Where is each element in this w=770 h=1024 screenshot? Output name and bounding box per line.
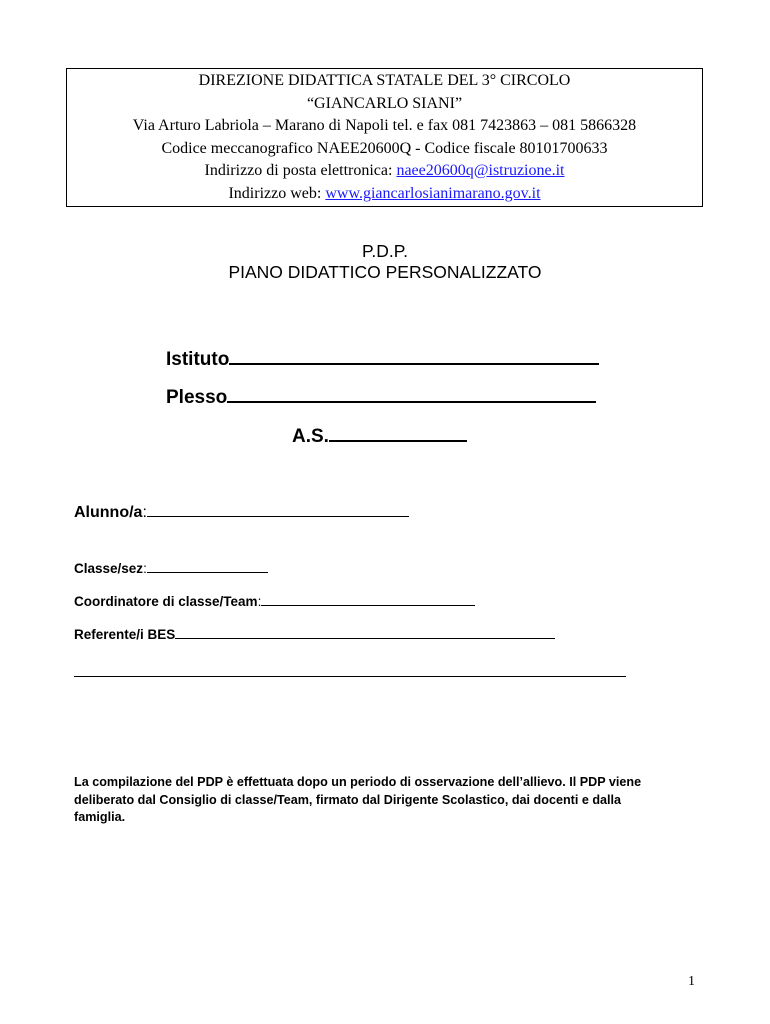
alunno-label: Alunno/a	[74, 504, 143, 521]
plesso-label: Plesso	[166, 387, 228, 408]
alunno-separator: :	[142, 504, 147, 521]
header-line-school-name: “GIANCARLO SIANI”	[306, 94, 463, 112]
web-label: Indirizzo web:	[228, 184, 326, 202]
header-line-email	[67, 160, 702, 183]
header-line-codes: Codice meccanografico NAEE20600Q - Codice fiscale 80101700633	[161, 139, 608, 157]
header-line-web	[67, 183, 702, 206]
coordinatore-input-line[interactable]	[261, 593, 475, 606]
classe-input-line[interactable]	[147, 560, 268, 573]
header-line-address: Via Arturo Labriola – Marano di Napoli tel. e fax 081 7423863 – 081 5866328	[132, 117, 637, 134]
alunno-input-line[interactable]	[147, 502, 409, 517]
referente-label: Referente/i BES	[74, 627, 176, 642]
page-number: 1	[688, 974, 695, 989]
anno-scolastico-label: A.S.	[292, 426, 329, 447]
coordinatore-separator: :	[257, 594, 262, 609]
referente-continuation-line[interactable]	[74, 676, 626, 677]
document-title: PIANO DIDATTICO PERSONALIZZATO	[228, 262, 542, 282]
compilation-note: La compilazione del PDP è effettuata dopo un periodo di osservazione dell’allievo. Il PDP viene deliberato dal Consiglio di classe/Team, firmato dal Dirigente Scolastico, dai docenti e dalla famiglia.	[74, 775, 642, 824]
istituto-input-line[interactable]	[229, 343, 599, 365]
classe-label: Classe/sez	[74, 561, 144, 576]
anno-scolastico-field	[292, 422, 467, 448]
school-header-box	[66, 68, 703, 207]
header-line-direzione: DIREZIONE DIDATTICA STATALE DEL 3° CIRCOLO	[198, 72, 571, 89]
alunno-field	[74, 502, 409, 522]
web-link[interactable]: www.giancarlosianimarano.gov.it	[325, 184, 541, 202]
classe-field	[74, 560, 268, 576]
coordinatore-label: Coordinatore di classe/Team	[74, 594, 258, 609]
istituto-field	[166, 343, 599, 371]
referente-input-line[interactable]	[175, 626, 555, 639]
title-abbreviation: P.D.P.	[361, 241, 409, 261]
coordinatore-field	[74, 593, 475, 609]
referente-field	[74, 626, 555, 642]
email-link[interactable]: naee20600q@istruzione.it	[396, 162, 565, 179]
email-label: Indirizzo di posta elettronica:	[204, 162, 397, 179]
plesso-input-line[interactable]	[227, 381, 596, 403]
anno-scolastico-input-line[interactable]	[329, 422, 467, 442]
classe-separator: :	[143, 561, 147, 576]
plesso-field	[166, 381, 596, 409]
istituto-label: Istituto	[166, 349, 230, 370]
